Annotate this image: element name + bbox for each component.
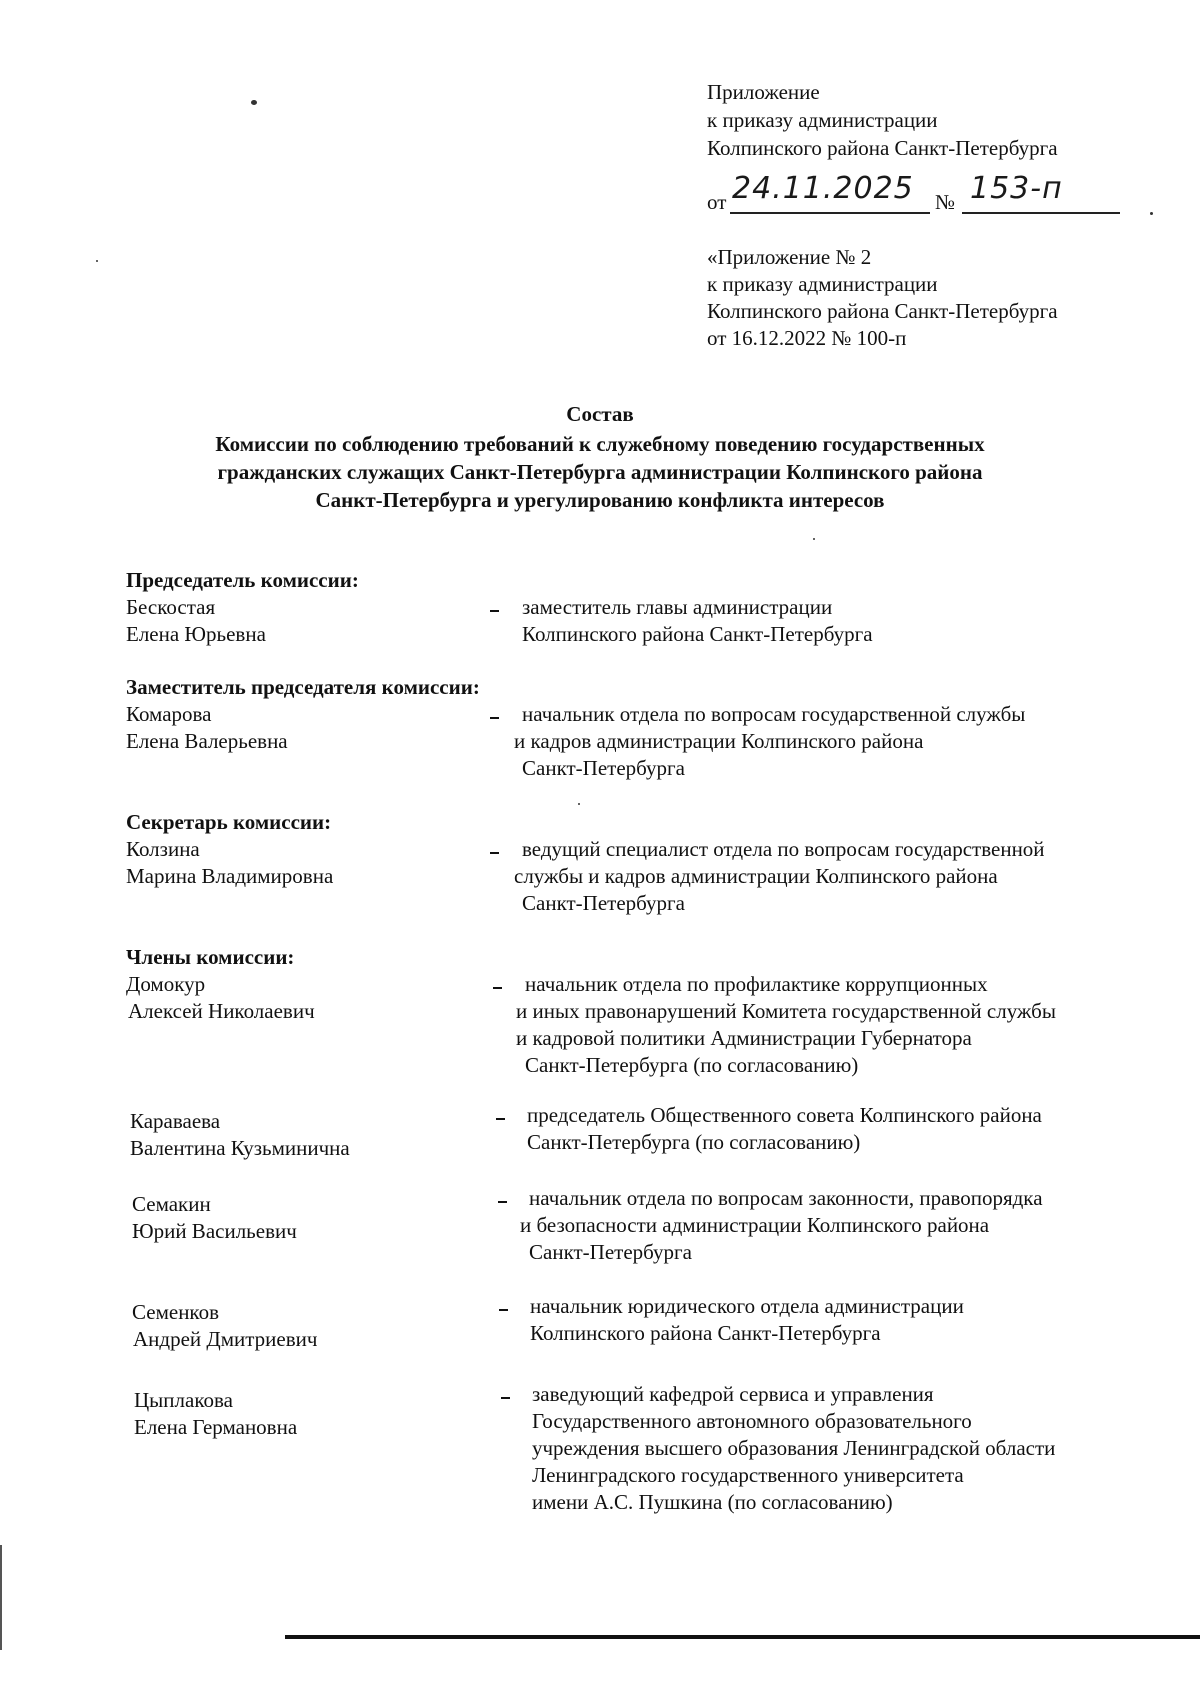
member-position: службы и кадров администрации Колпинского района bbox=[514, 864, 998, 888]
member-given-names: Алексей Николаевич bbox=[128, 999, 315, 1023]
member-surname: Караваева bbox=[130, 1109, 221, 1133]
member-surname: Бескостая bbox=[126, 595, 216, 619]
member-given-names: Елена Германовна bbox=[134, 1415, 298, 1439]
member-position: ведущий специалист отдела по вопросам государственной bbox=[522, 837, 1045, 861]
dash-separator bbox=[498, 1201, 507, 1203]
dash-separator bbox=[499, 1309, 508, 1311]
member-given-names: Марина Владимировна bbox=[126, 864, 334, 888]
title-line: Комиссии по соблюдению требований к служебному поведению государственных bbox=[215, 432, 985, 456]
member-position: и кадровой политики Администрации Губернатора bbox=[516, 1026, 972, 1050]
scan-edge-line bbox=[0, 1545, 2, 1650]
number-sign: № bbox=[935, 190, 956, 214]
member-position: заместитель главы администрации bbox=[522, 595, 833, 619]
scan-speck bbox=[251, 100, 257, 105]
member-position: и кадров администрации Колпинского района bbox=[514, 729, 924, 753]
member-position: Санкт-Петербурга (по согласованию) bbox=[525, 1053, 859, 1077]
member-given-names: Валентина Кузьминична bbox=[130, 1136, 350, 1160]
member-position: Колпинского района Санкт-Петербурга bbox=[522, 622, 873, 646]
title-heading: Состав bbox=[566, 402, 634, 426]
reference-line: от 16.12.2022 № 100-п bbox=[707, 326, 907, 350]
dash-separator bbox=[490, 852, 499, 854]
dash-separator bbox=[493, 987, 502, 989]
member-position: и безопасности администрации Колпинского района bbox=[520, 1213, 990, 1237]
scan-speck bbox=[578, 803, 580, 805]
member-surname: Домокур bbox=[126, 972, 206, 996]
member-position: Колпинского района Санкт-Петербурга bbox=[530, 1321, 881, 1345]
bottom-rule bbox=[285, 1635, 1200, 1639]
appendix-line: Колпинского района Санкт-Петербурга bbox=[707, 136, 1058, 160]
dash-separator bbox=[490, 717, 499, 719]
appendix-line: Приложение bbox=[707, 80, 820, 104]
member-position: заведующий кафедрой сервиса и управления bbox=[532, 1382, 934, 1406]
member-surname: Семакин bbox=[132, 1192, 211, 1216]
section-heading: Члены комиссии: bbox=[126, 945, 295, 969]
member-surname: Цыплакова bbox=[134, 1388, 233, 1412]
member-position: учреждения высшего образования Ленинградской области bbox=[532, 1436, 1056, 1460]
member-position: Санкт-Петербурга (по согласованию) bbox=[527, 1130, 861, 1154]
member-given-names: Андрей Дмитриевич bbox=[133, 1327, 318, 1351]
section-heading: Заместитель председателя комиссии: bbox=[126, 675, 480, 699]
member-position: начальник отдела по вопросам законности, правопорядка bbox=[529, 1186, 1043, 1210]
member-position: Государственного автономного образовательного bbox=[532, 1409, 972, 1433]
member-given-names: Елена Валерьевна bbox=[126, 729, 288, 753]
member-position: председатель Общественного совета Колпинского района bbox=[527, 1103, 1042, 1127]
date-underline bbox=[730, 212, 930, 214]
member-position: начальник отдела по профилактике коррупционных bbox=[525, 972, 988, 996]
member-position: Санкт-Петербурга bbox=[529, 1240, 692, 1264]
reference-line: Колпинского района Санкт-Петербурга bbox=[707, 299, 1058, 323]
member-position: Санкт-Петербурга bbox=[522, 891, 685, 915]
handwritten-number: 153-п bbox=[970, 171, 1063, 206]
title-line: Санкт-Петербурга и урегулированию конфликта интересов bbox=[315, 488, 885, 512]
handwritten-date: 24.11.2025 bbox=[732, 171, 914, 206]
appendix-line: к приказу администрации bbox=[707, 108, 938, 132]
member-given-names: Елена Юрьевна bbox=[126, 622, 266, 646]
member-position: имени А.С. Пушкина (по согласованию) bbox=[532, 1490, 893, 1514]
number-underline bbox=[962, 212, 1120, 214]
member-position: начальник отдела по вопросам государственной службы bbox=[522, 702, 1026, 726]
reference-line: «Приложение № 2 bbox=[707, 245, 872, 269]
member-position: Санкт-Петербурга bbox=[522, 756, 685, 780]
member-position: Ленинградского государственного университета bbox=[532, 1463, 964, 1487]
scan-speck bbox=[1150, 212, 1153, 215]
section-heading: Председатель комиссии: bbox=[126, 568, 359, 592]
member-position: начальник юридического отдела администрации bbox=[530, 1294, 964, 1318]
member-surname: Комарова bbox=[126, 702, 212, 726]
dash-separator bbox=[496, 1118, 505, 1120]
member-given-names: Юрий Васильевич bbox=[132, 1219, 297, 1243]
section-heading: Секретарь комиссии: bbox=[126, 810, 332, 834]
scan-speck bbox=[813, 538, 815, 540]
member-surname: Семенков bbox=[132, 1300, 219, 1324]
dash-separator bbox=[490, 610, 499, 612]
scan-speck bbox=[96, 260, 98, 262]
date-prefix: от bbox=[707, 190, 727, 214]
member-surname: Колзина bbox=[126, 837, 200, 861]
member-position: и иных правонарушений Комитета государственной службы bbox=[516, 999, 1056, 1023]
dash-separator bbox=[501, 1397, 510, 1399]
title-line: гражданских служащих Санкт-Петербурга администрации Колпинского района bbox=[217, 460, 983, 484]
reference-line: к приказу администрации bbox=[707, 272, 938, 296]
